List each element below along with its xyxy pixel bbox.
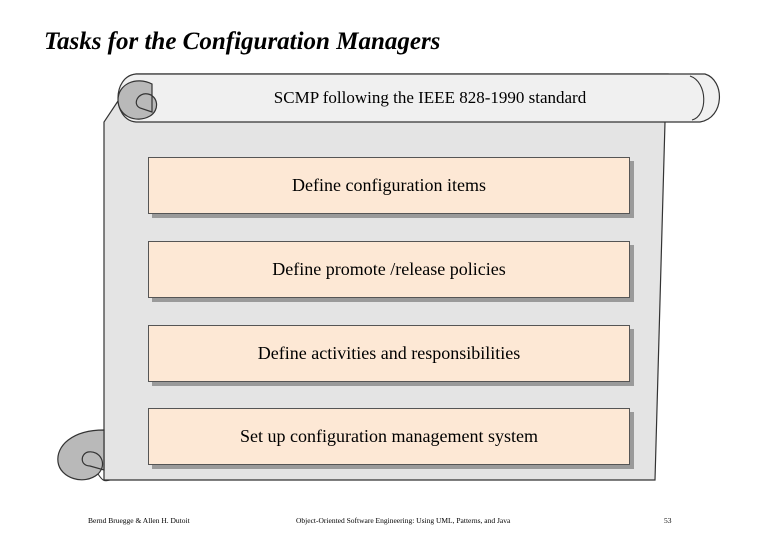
task-label: Define configuration items xyxy=(292,175,486,195)
task-box-define-items xyxy=(148,157,630,214)
task-label: Define promote /release policies xyxy=(272,259,506,279)
task-label: Define activities and responsibilities xyxy=(257,343,521,363)
footer-authors: Bernd Bruegge & Allen H. Dutoit xyxy=(88,516,190,525)
task-box-promote-policies xyxy=(148,241,630,298)
task-label: Set up configuration management system xyxy=(240,426,538,446)
task-box-setup-system xyxy=(148,408,630,465)
page-number: 53 xyxy=(664,516,672,525)
scroll-header: SCMP following the IEEE 828-1990 standard xyxy=(273,88,587,107)
slide-title: Tasks for the Configuration Managers xyxy=(44,28,441,55)
task-box-activities xyxy=(148,325,630,382)
footer-book-title: Object-Oriented Software Engineering: Using UML, Patterns, and Java xyxy=(296,516,511,525)
